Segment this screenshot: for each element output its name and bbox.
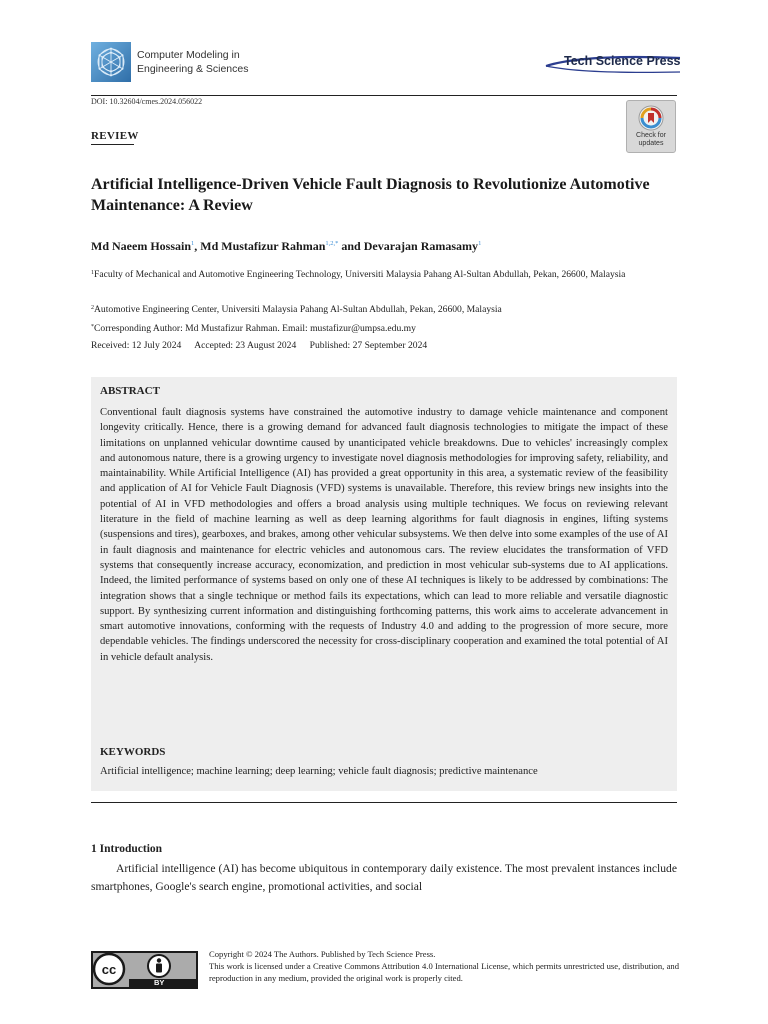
keywords-heading: KEYWORDS	[100, 746, 166, 758]
published-date: Published: 27 September 2024	[309, 340, 428, 351]
journal-name	[137, 48, 249, 76]
creative-commons-icon	[94, 954, 124, 984]
affiliation-text: Faculty of Mechanical and Automotive Engineering Technology, Universiti Malaysia Pahang Al-Sultan Abdullah, Pekan, 26600, Malaysia	[94, 269, 626, 280]
article-type-underline	[91, 144, 134, 145]
attribution-icon	[148, 955, 170, 977]
check-for-updates-icon	[638, 105, 664, 131]
affiliation-text: Automotive Engineering Center, Universiti Malaysia Pahang Al-Sultan Abdullah, Pekan, 26600, Malaysia	[94, 304, 502, 315]
author-name[interactable]: Md Mustafizur Rahman	[200, 239, 326, 253]
abstract-bottom-rule	[91, 802, 677, 803]
affiliation-2	[91, 302, 677, 316]
cc-by-license-badge[interactable]	[91, 951, 198, 989]
tech-science-press-logo	[544, 52, 684, 76]
journal-logo-icon	[91, 42, 131, 82]
abstract-text: Conventional fault diagnosis systems have constrained the automotive industry to damage vehicle maintenance and component longevity critically. Hence, there is a growing demand for advanced fault diagnosis technologies to mitigate the impact of these limitations on unplanned vehicular downtime caused by unanticipated vehicle breakdowns. Due to vehicles' increasingly complex and autonomous nature, there is a growing urgency to investigate novel diagnosis methodologies for improving safety, reliability, and maintainability. While Artificial Intelligence (AI) has provided a great opportunity in this area, a systematic review of the feasibility and application of AI for Vehicle Fault Diagnosis (VFD) systems is unavailable. Therefore, this review brings new insights into the potential of AI in VFD methodologies and offers a broad analysis using multiple techniques. We focus on reviewing relevant literature in the field of machine learning as well as deep learning algorithms for fault diagnosis in engines, lifting systems (suspensions and tires), gearboxes, and brakes, among other vehicular subsystems. We then delve into some examples of the use of AI in fault diagnosis and maintenance for electric vehicles and autonomous cars. The review elucidates the transformation of VFD systems that consequently increase accuracy, economization, and prediction in most vehicular sub-systems due to AI applications. Indeed, the limited performance of systems based on only one of these AI techniques is likely to be addressed by combinations: The integration shows that a single technique or method fails its expectations, which can lead to more reliable and versatile diagnostic support. By synthesizing current information and distinguishing forthcoming patterns, this work aims to accelerate advancement in smart automotive innovations, conforming with the requests of Industry 4.0 and adding to the progression of more secure, more dependable vehicles. The findings underscored the necessity for cross-disciplinary cooperation and examined the total potential of AI in vehicle default analysis.	[100, 407, 668, 663]
journal-name-line-2: Engineering & Sciences	[137, 63, 249, 75]
introduction-text: Artificial intelligence (AI) has become ubiquitous in contemporary daily existence. The most prevalent instances include smartphones, Google's search engine, promotional activities, and social	[91, 862, 677, 893]
doi[interactable]: DOI: 10.32604/cmes.2024.056022	[91, 97, 203, 106]
check-for-updates-line-1: Check for	[636, 132, 666, 139]
article-type-label: REVIEW	[91, 130, 139, 142]
affiliation-sup: *	[91, 324, 94, 330]
author-separator: ,	[194, 239, 201, 253]
header-rule	[91, 95, 677, 96]
keywords-text: Artificial intelligence; machine learning; deep learning; vehicle fault diagnosis; predictive maintenance	[100, 766, 538, 777]
copyright-line: Copyright © 2024 The Authors. Published by Tech Science Press.	[209, 949, 436, 959]
article-title: Artificial Intelligence-Driven Vehicle Fault Diagnosis to Revolutionize Automotive Maintenance: A Review	[91, 176, 650, 214]
author-separator: and	[338, 239, 364, 253]
affiliation-sup: 2	[91, 305, 94, 311]
author-affiliation-sup: 1	[478, 240, 482, 247]
publisher-name: Tech Science Press	[564, 54, 681, 68]
author-name[interactable]: Devarajan Ramasamy	[363, 239, 479, 253]
received-date: Received: 12 July 2024	[91, 340, 182, 351]
affiliation-sup: 1	[91, 270, 94, 276]
check-for-updates-line-2: updates	[638, 140, 664, 147]
accepted-date: Accepted: 23 August 2024	[194, 340, 297, 351]
author-name[interactable]: Md Naeem Hossain	[91, 239, 191, 253]
author-affiliation-sup: 1,2,*	[325, 240, 339, 247]
affiliation-1	[91, 267, 677, 281]
license-text[interactable]: This work is licensed under a Creative Commons Attribution 4.0 International License, which permits unrestricted use, distribution, and reproduction in any medium, provided the original work is properly cited.	[209, 961, 679, 983]
svg-text:cc: cc	[101, 962, 117, 977]
section-heading-introduction: 1 Introduction	[91, 843, 163, 855]
journal-name-line-1: Computer Modeling in	[137, 49, 240, 61]
author-affiliation-sup: 1	[191, 240, 195, 247]
author-list	[91, 239, 677, 254]
article-dates	[91, 340, 438, 351]
corresponding-author	[91, 321, 677, 335]
check-for-updates-badge[interactable]	[626, 100, 676, 153]
check-for-updates-text	[627, 132, 675, 148]
abstract-heading: ABSTRACT	[100, 385, 160, 397]
copyright-notice	[209, 948, 679, 984]
corresponding-author-text[interactable]: Corresponding Author: Md Mustafizur Rahman. Email: mustafizur@umpsa.edu.my	[94, 323, 416, 334]
cc-by-label: BY	[154, 978, 165, 987]
